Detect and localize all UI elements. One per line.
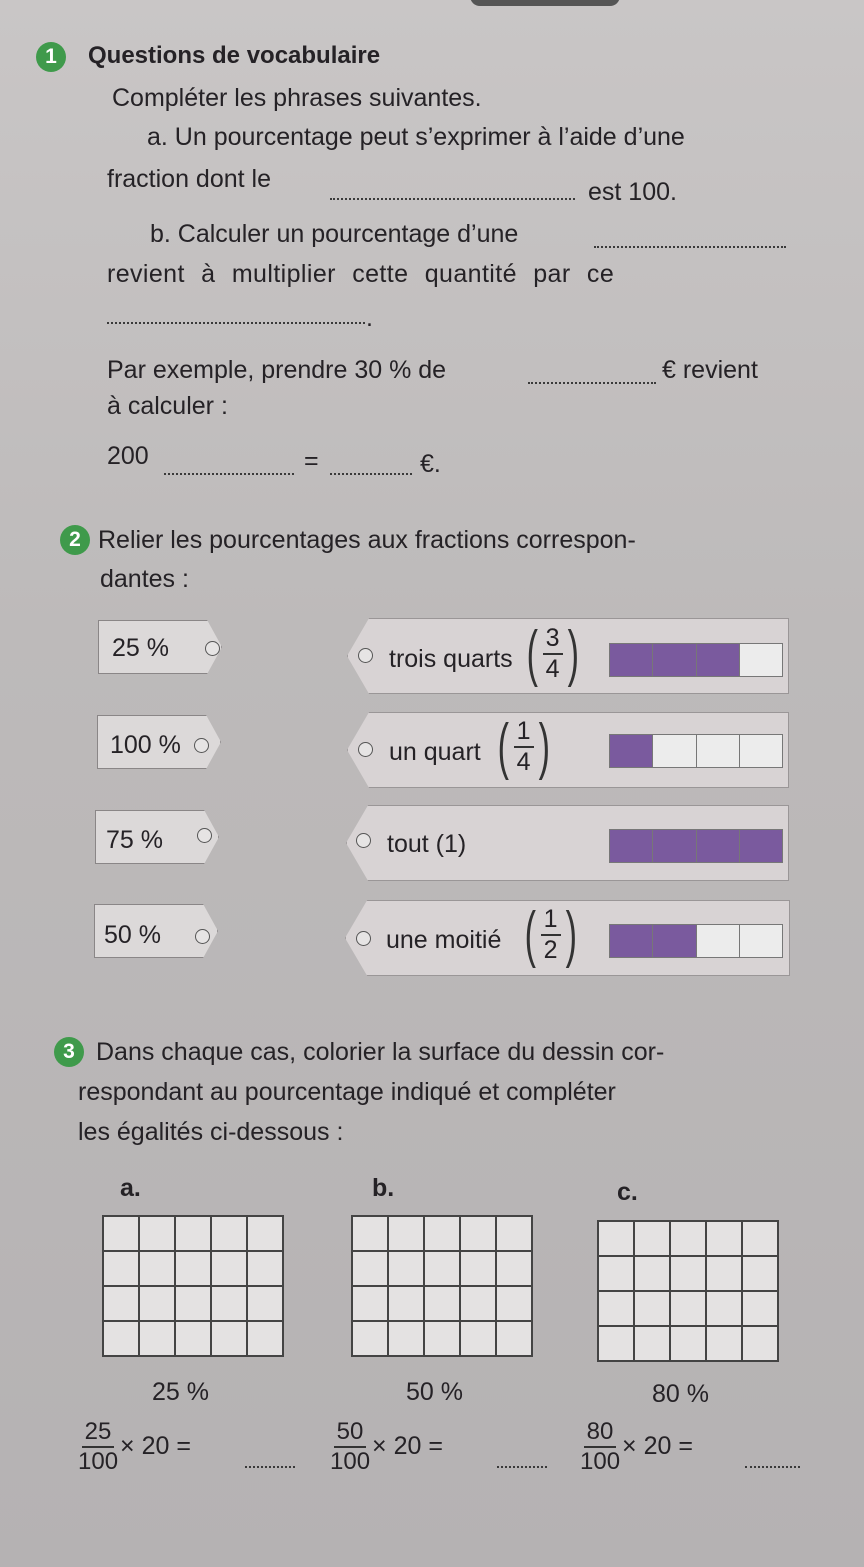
match-dot-left-1[interactable] (205, 641, 220, 656)
blank-equality-c[interactable] (745, 1466, 800, 1468)
fraction-one-half: ( $\frac{1}{2}$ ) (524, 900, 577, 969)
calc-equals: = (304, 447, 319, 475)
fraction-three-quarters: ( $\frac{3}{4}$ ) (526, 619, 579, 688)
calc-end: €. (420, 450, 441, 478)
match-dot-left-3[interactable] (197, 828, 212, 843)
exercise-2-title-line2: dantes : (100, 565, 189, 593)
fraction-bar-whole (609, 829, 783, 863)
blank-1b-1[interactable] (594, 246, 786, 248)
percent-label-25: 25 % (112, 634, 169, 662)
blank-equality-a[interactable] (245, 1466, 295, 1468)
fraction-label-three-quarters: trois quarts (389, 645, 513, 673)
match-dot-left-4[interactable] (195, 929, 210, 944)
item-b-percent: 50 % (406, 1378, 463, 1406)
item-c-letter: c. (617, 1178, 638, 1206)
blank-equality-b[interactable] (497, 1466, 547, 1468)
percent-label-50: 50 % (104, 921, 161, 949)
exercise-3-title-line1: Dans chaque cas, colorier la surface du dessin cor- (96, 1038, 665, 1066)
paren-open: ( (524, 900, 537, 969)
exercise-2-title-line1: Relier les pourcentages aux fractions correspon- (98, 526, 636, 554)
equality-b: $\frac{50}{100}$ × 20 = (330, 1418, 443, 1475)
calc-start: 200 (107, 442, 149, 470)
fraction-one-quarter: ( $\frac{1}{4}$ ) (497, 712, 550, 781)
blank-calc-1[interactable] (164, 473, 294, 475)
fraction-bar-one-quarter (609, 734, 783, 768)
percent-label-100: 100 % (110, 731, 181, 759)
fraction-label-whole: tout (1) (387, 830, 467, 858)
example-line1-end: € revient (662, 356, 758, 384)
exercise-1a-line1: a. Un pourcentage peut s’exprimer à l’aide d’une (147, 123, 685, 151)
exercise-3-title-line2: respondant au pourcentage indiqué et compléter (78, 1078, 616, 1106)
grid-b[interactable] (351, 1215, 533, 1357)
item-c-percent: 80 % (652, 1380, 709, 1408)
exercise-1-title: Questions de vocabulaire (88, 42, 381, 69)
match-dot-right-1[interactable] (358, 648, 373, 663)
fraction-label-one-half: une moitié (386, 926, 502, 954)
fraction-bar-one-half (609, 924, 783, 958)
example-line1-start: Par exemple, prendre 30 % de (107, 356, 447, 384)
exercise-1a-line2-start: fraction dont le (107, 165, 271, 193)
blank-example-amount[interactable] (528, 382, 656, 384)
exercise-1b-line2: revient à multiplier cette quantité par ce (107, 260, 615, 288)
item-a-letter: a. (120, 1174, 141, 1202)
exercise-3-badge: 3 (54, 1037, 84, 1067)
paren-open: ( (526, 619, 539, 688)
grid-a[interactable] (102, 1215, 284, 1357)
paren-open: ( (497, 712, 510, 781)
paren-close: ) (565, 900, 577, 969)
blank-1b-2[interactable] (107, 322, 365, 324)
exercise-1a-line2-end: est 100. (588, 178, 677, 206)
equality-a: $\frac{25}{100}$ × 20 = (78, 1418, 191, 1475)
exercise-1b-line3-end: . (366, 304, 373, 332)
percent-label-75: 75 % (106, 826, 163, 854)
example-line2: à calculer : (107, 392, 228, 420)
item-b-letter: b. (372, 1174, 395, 1202)
exercise-3-title-line3: les égalités ci-dessous : (78, 1118, 344, 1146)
paren-close: ) (567, 619, 579, 688)
grid-c[interactable] (597, 1220, 779, 1362)
exercise-1-instruction: Compléter les phrases suivantes. (112, 84, 482, 112)
match-dot-right-4[interactable] (356, 931, 371, 946)
header-band (470, 0, 620, 6)
fraction-bar-three-quarters (609, 643, 783, 677)
match-dot-left-2[interactable] (194, 738, 209, 753)
match-dot-right-2[interactable] (358, 742, 373, 757)
item-a-percent: 25 % (152, 1378, 209, 1406)
exercise-1-badge: 1 (36, 42, 66, 72)
blank-1a[interactable] (330, 198, 575, 200)
blank-calc-2[interactable] (330, 473, 412, 475)
match-dot-right-3[interactable] (356, 833, 371, 848)
exercise-1b-line1: b. Calculer un pourcentage d’une (150, 220, 519, 248)
paren-close: ) (538, 712, 550, 781)
equality-c: $\frac{80}{100}$ × 20 = (580, 1418, 693, 1475)
exercise-2-badge: 2 (60, 525, 90, 555)
fraction-label-one-quarter: un quart (389, 738, 481, 766)
